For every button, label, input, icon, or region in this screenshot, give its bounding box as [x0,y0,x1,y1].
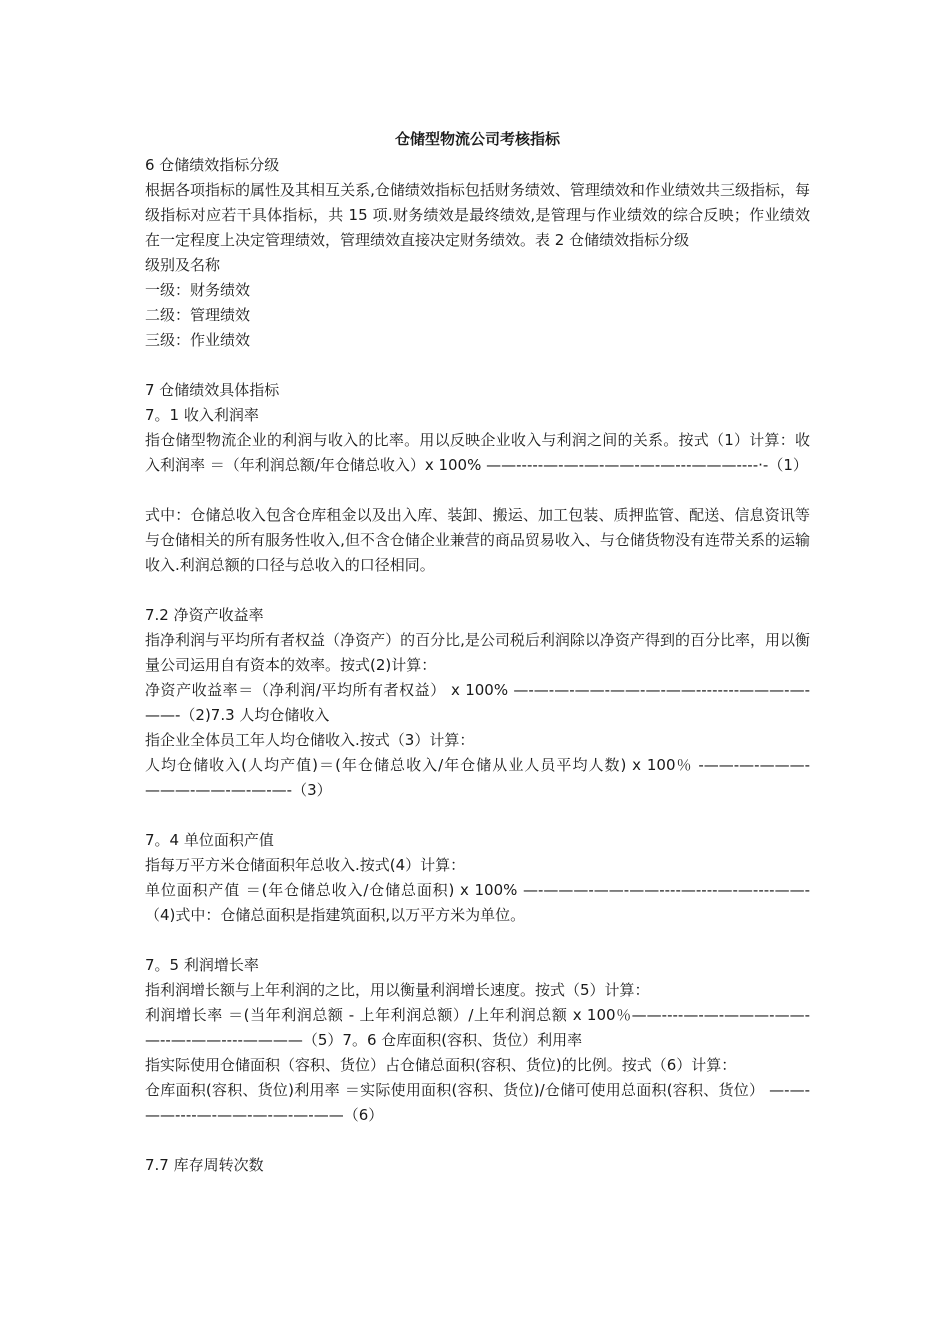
formula-line: 净资产收益率＝（净利润/平均所有者权益） x 100% —-—-—-——-——-—-——--------———-—-——-（2)7.3 人均仓储收入 [145,681,810,724]
formula-line: 利润增长率 ＝(当年利润总额 - 上年利润总额）/上年利润总额 x 100％——----—-—-———-——-—--—-——----————（5）7。6 仓库面积(容积、货位）利用率 [145,1006,810,1049]
paragraph: 指净利润与平均所有者权益（净资产）的百分比,是公司税后利润除以净资产得到的百分比率，用以衡量公司运用自有资本的效率。按式(2)计算： [145,631,810,674]
paragraph: 指仓储型物流企业的利润与收入的比率。用以反映企业收入与利润之间的关系。按式（1）计算：收入利润率 ＝（年利润总额/年仓储总收入）x 100% ——-----—-—-—-——-—-—---———----·-（1） [145,431,810,474]
paragraph: 式中：仓储总收入包含仓库租金以及出入库、装卸、搬运、加工包装、质押监管、配送、信息资讯等与仓储相关的所有服务性收入,但不含仓储企业兼营的商品贸易收入、与仓储货物没有连带关系的运输收入.利润总额的口径与总收入的口径相同。 [145,506,810,574]
subsection-heading: 7。1 收入利润率 [145,406,259,424]
blank-line [145,478,810,503]
paragraph: 二级：管理绩效 [145,306,251,324]
paragraph: 一级：财务绩效 [145,281,251,299]
blank-line [145,1128,810,1153]
formula-line: 仓库面积(容积、货位)利用率 ＝实际使用面积(容积、货位)/仓储可使用总面积(容积、货位） —-—-——----—-——-—-—-—-——（6） [145,1081,810,1124]
subsection-heading: 7。5 利润增长率 [145,956,259,974]
paragraph: 根据各项指标的属性及其相互关系,仓储绩效指标包括财务绩效、管理绩效和作业绩效共三级指标，每级指标对应若干具体指标，共 15 项.财务绩效是最终绩效,是管理与作业绩效的综合反映；作业绩效在一定程度上决定管理绩效，管理绩效直接决定财务绩效。表 2 仓储绩效指标分级 [145,181,810,249]
document-page [145,127,810,1178]
blank-line [145,578,810,603]
section-heading: 6 仓储绩效指标分级 [145,156,280,174]
subsection-heading: 7.2 净资产收益率 [145,606,264,624]
formula-line: 单位面积产值 ＝(年仓储总收入/仓储总面积) x 100% —-———-——-——----—----—-—----——-（4)式中：仓储总面积是指建筑面积,以万平方米为单位。 [145,881,810,924]
paragraph: 指实际使用仓储面积（容积、货位）占仓储总面积(容积、货位)的比例。按式（6）计算： [145,1056,737,1074]
formula-line: 人均仓储收入(人均产值)＝(年仓储总收入/年仓储从业人员平均人数) x 100％ -——-—-———-———-——-—-—-—-（3） [145,756,810,799]
blank-line [145,928,810,953]
blank-line [145,803,810,828]
section-heading: 7 仓储绩效具体指标 [145,381,280,399]
paragraph: 指利润增长额与上年利润的之比，用以衡量利润增长速度。按式（5）计算： [145,981,650,999]
paragraph: 三级：作业绩效 [145,331,251,349]
subsection-heading: 7.7 库存周转次数 [145,1156,264,1174]
blank-line [145,353,810,378]
paragraph: 指每万平方米仓储面积年总收入.按式(4）计算： [145,856,466,874]
document-title: 仓储型物流公司考核指标 [394,130,560,148]
paragraph: 级别及名称 [145,256,221,274]
subsection-heading: 7。4 单位面积产值 [145,831,274,849]
paragraph: 指企业全体员工年人均仓储收入.按式（3）计算： [145,731,475,749]
